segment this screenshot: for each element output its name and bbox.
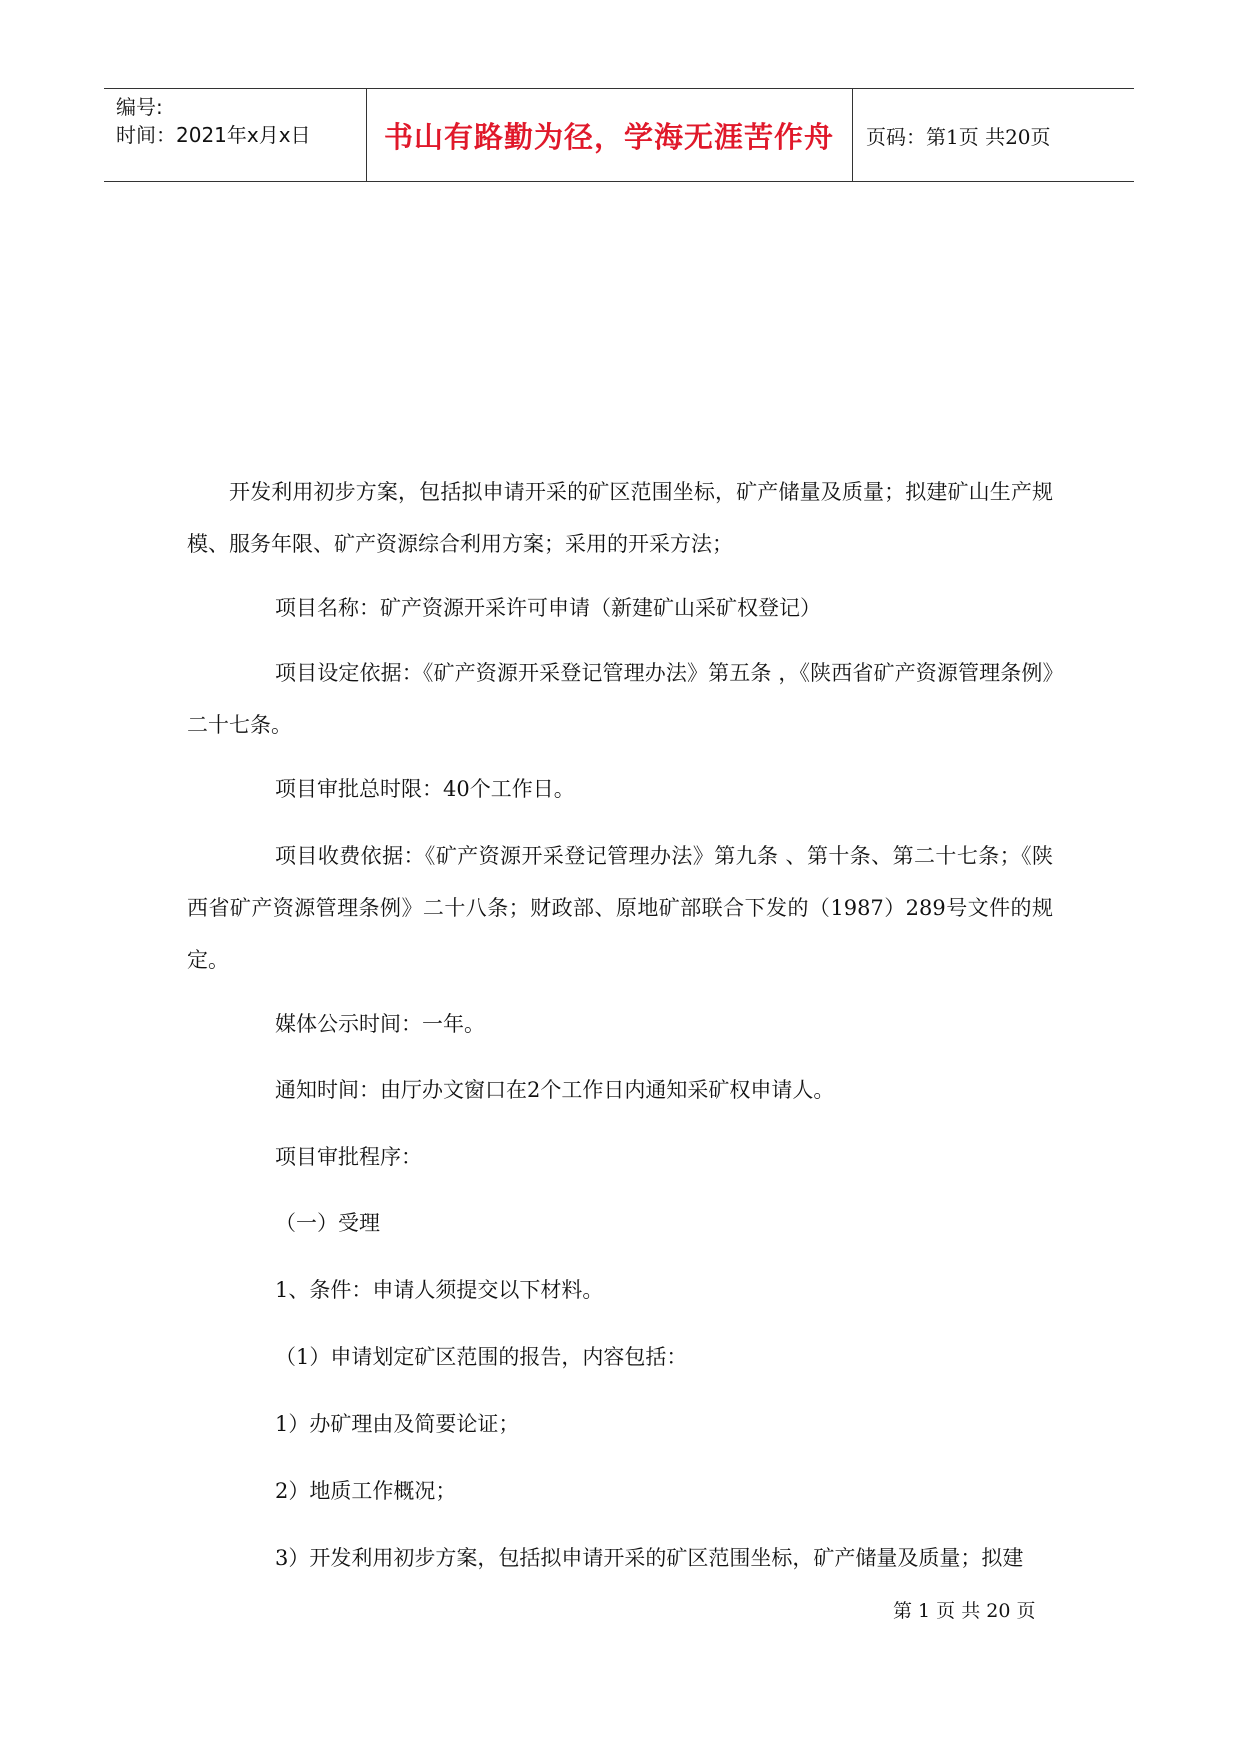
header-page-cell [852, 89, 1134, 181]
paragraph-dev-plan: 开发利用初步方案，包括拟申请开采的矿区范围坐标，矿产储量及质量；拟建矿山生产规模、服务年限、矿产资源综合利用方案；采用的开采方法； [187, 480, 1053, 556]
paragraph-time-limit: 项目审批总时限：40个工作日。 [275, 777, 575, 801]
paragraph-report: （1）申请划定矿区范围的报告，内容包括： [275, 1345, 688, 1369]
paragraph-acceptance: （一）受理 [275, 1211, 380, 1235]
paragraph-procedure: 项目审批程序： [275, 1145, 422, 1169]
paragraph-geology: 2）地质工作概况； [275, 1479, 457, 1503]
time-label: 时间：2021年x月x日 [116, 123, 311, 147]
paragraph-notice-time: 通知时间：由厅办文窗口在2个工作日内通知采矿权申请人。 [275, 1078, 835, 1102]
document-header [104, 88, 1134, 182]
number-label: 编号: [116, 95, 163, 119]
header-motto-cell [366, 89, 853, 181]
paragraph-reason: 1）办矿理由及简要论证； [275, 1412, 520, 1436]
header-meta-cell [104, 89, 367, 181]
header-page-label: 页码：第1页 共20页 [866, 124, 1051, 149]
paragraph-conditions: 1、条件：申请人须提交以下材料。 [275, 1278, 604, 1302]
paragraph-project-name: 项目名称：矿产资源开采许可申请（新建矿山采矿权登记） [275, 596, 821, 620]
motto-text: 书山有路勤为径，学海无涯苦作舟 [383, 119, 834, 154]
paragraph-fee-basis: 项目收费依据：《矿产资源开采登记管理办法》第九条 、第十条、第二十七条；《陕西省矿产资源管理条例》二十八条；财政部、原地矿部联合下发的（1987）289号文件的规定。 [187, 844, 1053, 972]
paragraph-legal-basis: 项目设定依据：《矿产资源开采登记管理办法》第五条 ，《陕西省矿产资源管理条例》二十七条。 [187, 661, 1053, 737]
paragraph-publicity: 媒体公示时间：一年。 [275, 1012, 485, 1036]
paragraph-dev-plan-repeat: 3）开发利用初步方案，包括拟申请开采的矿区范围坐标，矿产储量及质量；拟建 [275, 1546, 1024, 1570]
page-footer: 第 1 页 共 20 页 [893, 1600, 1036, 1622]
